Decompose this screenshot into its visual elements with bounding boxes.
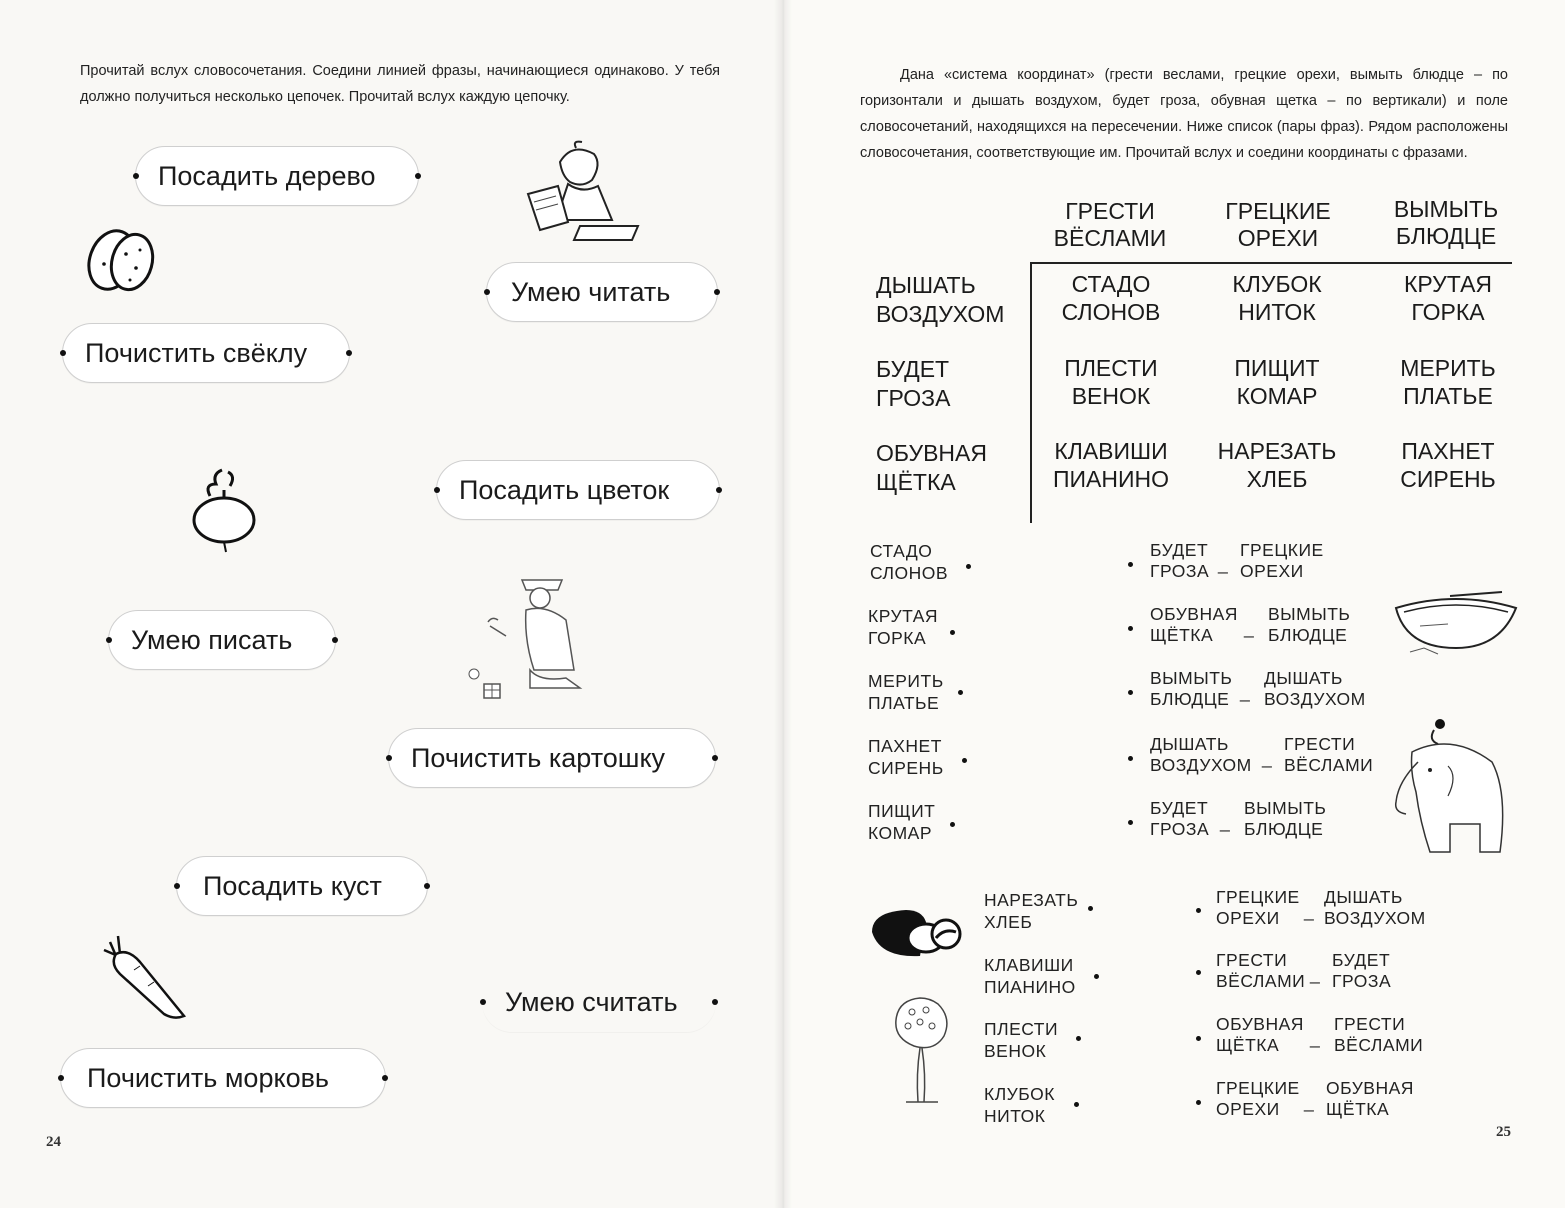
pair-second [1324,887,1426,929]
list-item-line: ПИЩИТ [868,801,936,821]
phrase-text: Посадить дерево [158,161,376,191]
list-item [868,800,935,844]
connector-dot[interactable] [434,487,440,493]
phrase-text: Почистить свёклу [85,338,308,368]
grid-cell [1368,437,1528,493]
pair-line: ЩЁТКА [1150,625,1214,645]
connector-dot[interactable] [480,999,486,1005]
connector-dot[interactable] [1196,1100,1201,1105]
boat-icon [1390,586,1524,660]
grid-cell-line: ХЛЕБ [1246,466,1308,492]
connector-dot[interactable] [382,1075,388,1081]
pair-line: ДЫШАТЬ [1264,668,1343,688]
connector-dot[interactable] [415,173,421,179]
connector-dot[interactable] [133,173,139,179]
list-item-line: КЛАВИШИ [984,955,1074,975]
book-spine [774,0,792,1208]
connector-dot[interactable] [386,755,392,761]
connector-dot[interactable] [716,487,722,493]
pair-second [1284,734,1373,776]
grid-row-header [876,355,950,413]
pair-first [1216,950,1305,992]
connector-dot[interactable] [712,999,718,1005]
connector-dot[interactable] [106,637,112,643]
pair-line: БЛЮДЦЕ [1244,819,1324,839]
grid-cell-line: СИРЕНЬ [1400,466,1496,492]
connector-dot[interactable] [346,350,352,356]
grid-cell [1197,354,1357,410]
pair-line: ВЁСЛАМИ [1334,1035,1424,1055]
pair-line: ГРЕЦКИЕ [1240,540,1324,560]
girl-reading-icon [520,140,642,246]
grid-cell-line: МЕРИТЬ [1400,355,1496,381]
connector-dot[interactable] [58,1075,64,1081]
connector-dot[interactable] [1128,690,1133,695]
phrase-pill[interactable] [108,610,336,670]
grid-cell-line: КОМАР [1236,383,1318,409]
phrase-text: Умею писать [131,625,293,655]
connector-dot[interactable] [1128,756,1133,761]
grid-column-header-line: ВЁСЛАМИ [1053,225,1167,251]
phrase-pill[interactable] [60,1048,386,1108]
pair-line: ГРЕЦКИЕ [1216,1078,1300,1098]
connector-dot[interactable] [966,564,971,569]
pair-second [1334,1014,1423,1056]
list-item-line: НАРЕЗАТЬ [984,890,1079,910]
grid-row-header [876,271,1004,329]
grid-row-header-line: ВОЗДУХОМ [876,301,1005,327]
pair-dash: _ [1220,812,1231,832]
list-item-line: КОМАР [868,823,933,843]
list-item [868,735,944,779]
pair-first [1150,798,1209,840]
grid-row-header-line: БУДЕТ [876,356,950,382]
list-item-line: КРУТАЯ [868,606,939,626]
list-item [868,605,938,649]
grid-cell [1031,354,1191,410]
list-item-line: ВЕНОК [984,1041,1047,1061]
grid-row-header [876,439,987,497]
connector-dot[interactable] [950,822,955,827]
grid-column-header-line: БЛЮДЦЕ [1395,223,1497,249]
pair-line: ГРЕСТИ [1284,734,1356,754]
grid-cell [1368,354,1528,410]
phrase-text: Умею читать [511,277,671,307]
list-item-line: КЛУБОК [984,1084,1055,1104]
connector-dot[interactable] [962,758,967,763]
grid-cell-line: ПЛЕСТИ [1064,355,1158,381]
pair-line: БЛЮДЦЕ [1268,625,1348,645]
connector-dot[interactable] [1128,626,1133,631]
pair-line: ЩЁТКА [1326,1099,1390,1119]
connector-dot[interactable] [1094,974,1099,979]
pair-line: ВОЗДУХОМ [1324,908,1426,928]
grid-cell [1368,270,1528,326]
connector-dot[interactable] [950,630,955,635]
grid-cell-line: ГОРКА [1411,299,1485,325]
phrase-text: Посадить куст [203,871,382,901]
pair-dash: _ [1304,1092,1315,1112]
grid-cell-line: КЛАВИШИ [1054,438,1168,464]
pair-line: ГРЕСТИ [1216,950,1288,970]
connector-dot[interactable] [1088,906,1093,911]
pair-line: ДЫШАТЬ [1150,734,1229,754]
phrase-text: Почистить морковь [87,1063,329,1093]
grid-column-header-line: ВЫМЫТЬ [1393,196,1499,222]
grid-cell-line: ПИАНИНО [1052,466,1170,492]
phrase-text: Умею считать [505,987,678,1017]
phrase-pill[interactable] [176,856,428,916]
page-number-right: 25 [1496,1124,1511,1140]
list-item [984,889,1078,933]
pair-line: ВОЗДУХОМ [1150,755,1252,775]
pair-dash: _ [1262,748,1273,768]
grid-cell-line: НАРЕЗАТЬ [1217,438,1337,464]
pair-first [1150,540,1209,582]
pair-line: БУДЕТ [1150,798,1209,818]
grid-cell [1197,437,1357,493]
connector-dot[interactable] [958,690,963,695]
grid-column-header-line: ГРЕСТИ [1065,198,1155,224]
pair-line: ОБУВНАЯ [1150,604,1238,624]
connector-dot[interactable] [60,350,66,356]
grid-column-header-line: ГРЕЦКИЕ [1225,198,1331,224]
list-item-line: ПЛАТЬЕ [868,693,940,713]
list-item-line: СЛОНОВ [870,563,949,583]
pair-line: ОРЕХИ [1216,1099,1280,1119]
carrot-icon [100,932,192,1024]
phrase-text: Посадить цветок [459,475,670,505]
list-item-line: ГОРКА [868,628,927,648]
page-number-left: 24 [46,1134,61,1150]
beet-icon [188,466,264,554]
pair-dash: _ [1304,901,1315,921]
grid-cell-line: НИТОК [1238,299,1316,325]
connector-dot[interactable] [1076,1036,1081,1041]
phrase-pill[interactable] [436,460,720,520]
pair-line: ОБУВНАЯ [1326,1078,1414,1098]
grid-column-header [1030,198,1190,252]
list-item-line: НИТОК [984,1106,1046,1126]
grid-column-header [1366,196,1526,250]
pair-dash: _ [1218,554,1229,574]
grid-horizontal-axis [1030,262,1512,264]
connector-dot[interactable] [714,289,720,295]
list-item-line: СИРЕНЬ [868,758,944,778]
list-item [984,1018,1058,1062]
right-instruction: Дана «система координат» (грести веслами, грецкие орехи, вымыть блюдце – по горизонтали и дышать воздухом, будет гроза, обувная щетка – по вертикали) и поле словосочетаний, находящихся на пересечении. Ниже список (пары фраз). Рядом расположены словосочетания, соответствующие им. Прочитай вслух и соедини координаты с фразами. [860,67,1508,161]
pair-line: БУДЕТ [1332,950,1391,970]
connector-dot[interactable] [332,637,338,643]
connector-dot[interactable] [1196,908,1201,913]
pair-dash: _ [1310,964,1321,984]
grid-cell-line: ВЕНОК [1071,383,1151,409]
pair-dash: _ [1244,618,1255,638]
connector-dot[interactable] [484,289,490,295]
phrase-pill[interactable] [388,728,716,788]
phrase-pill[interactable] [482,972,716,1032]
grid-cell-line: КЛУБОК [1232,271,1322,297]
grid-column-header-line: ОРЕХИ [1237,225,1319,251]
bread-icon [866,904,964,958]
grid-cell [1031,437,1191,493]
pair-first [1216,1078,1300,1120]
grid-cell-line: КРУТАЯ [1403,271,1493,297]
pair-line: ВЫМЫТЬ [1268,604,1351,624]
pair-line: ВЁСЛАМИ [1216,971,1306,991]
pair-line: ОРЕХИ [1216,908,1280,928]
list-item-line: ПИАНИНО [984,977,1076,997]
pair-first [1150,668,1232,710]
pair-line: ГРОЗА [1150,561,1210,581]
pair-dash: _ [1240,682,1251,702]
grid-cell-line: ПАХНЕТ [1401,438,1495,464]
phrase-pill[interactable] [62,323,350,383]
grid-cell-line: СЛОНОВ [1061,299,1161,325]
list-item [868,670,944,714]
pair-line: ГРОЗА [1332,971,1392,991]
pair-line: ЩЁТКА [1216,1035,1280,1055]
lilac-icon [886,992,956,1108]
connector-dot[interactable] [1128,820,1133,825]
pair-dash: _ [1310,1028,1321,1048]
phrase-text: Почистить картошку [411,743,666,773]
pair-line: ГРОЗА [1150,819,1210,839]
connector-dot[interactable] [1074,1102,1079,1107]
pair-line: ВЫМЫТЬ [1244,798,1327,818]
pair-line: ГРЕЦКИЕ [1216,887,1300,907]
grid-cell-line: СТАДО [1071,271,1151,297]
list-item-line: ПАХНЕТ [868,736,942,756]
pair-second [1240,540,1324,582]
pair-second [1244,798,1326,840]
phrase-pill[interactable] [486,262,718,322]
pair-first [1150,734,1252,776]
grid-cell-line: ПЛАТЬЕ [1403,383,1493,409]
grid-column-header [1198,198,1358,252]
pair-second [1332,950,1391,992]
grid-cell [1197,270,1357,326]
pair-second [1264,668,1366,710]
grid-row-header-line: ДЫШАТЬ [876,272,976,298]
connector-dot[interactable] [712,755,718,761]
grid-cell [1031,270,1191,326]
pair-second [1326,1078,1414,1120]
gardener-icon [460,570,600,710]
pair-line: ГРЕСТИ [1334,1014,1406,1034]
pair-line: ОБУВНАЯ [1216,1014,1304,1034]
list-item [984,954,1076,998]
pair-line: БУДЕТ [1150,540,1209,560]
list-item [984,1083,1055,1127]
grid-row-header-line: ОБУВНАЯ [876,440,987,466]
left-instruction: Прочитай вслух словосочетания. Соедини линией фразы, начинающиеся одинаково. У тебя должно получиться несколько цепочек. Прочитай вслух каждую цепочку. [80,63,720,105]
list-item-line: ПЛЕСТИ [984,1019,1059,1039]
pair-line: ДЫШАТЬ [1324,887,1403,907]
connector-dot[interactable] [174,883,180,889]
pair-line: БЛЮДЦЕ [1150,689,1230,709]
connector-dot[interactable] [1196,970,1201,975]
pair-first [1216,887,1300,929]
list-item [870,540,948,584]
list-item-line: СТАДО [870,541,933,561]
grid-row-header-line: ГРОЗА [876,385,951,411]
potato-icon [82,224,158,296]
pair-second [1268,604,1350,646]
elephant-icon [1388,712,1522,856]
pair-line: ВОЗДУХОМ [1264,689,1366,709]
list-item-line: ХЛЕБ [984,912,1033,932]
connector-dot[interactable] [1196,1036,1201,1041]
connector-dot[interactable] [424,883,430,889]
pair-first [1216,1014,1304,1056]
grid-row-header-line: ЩЁТКА [876,469,956,495]
connector-dot[interactable] [1128,562,1133,567]
pair-first [1150,604,1238,646]
pair-line: ВЁСЛАМИ [1284,755,1374,775]
phrase-pill[interactable] [135,146,419,206]
grid-cell-line: ПИЩИТ [1234,355,1320,381]
pair-line: ВЫМЫТЬ [1150,668,1233,688]
list-item-line: МЕРИТЬ [868,671,944,691]
pair-line: ОРЕХИ [1240,561,1304,581]
